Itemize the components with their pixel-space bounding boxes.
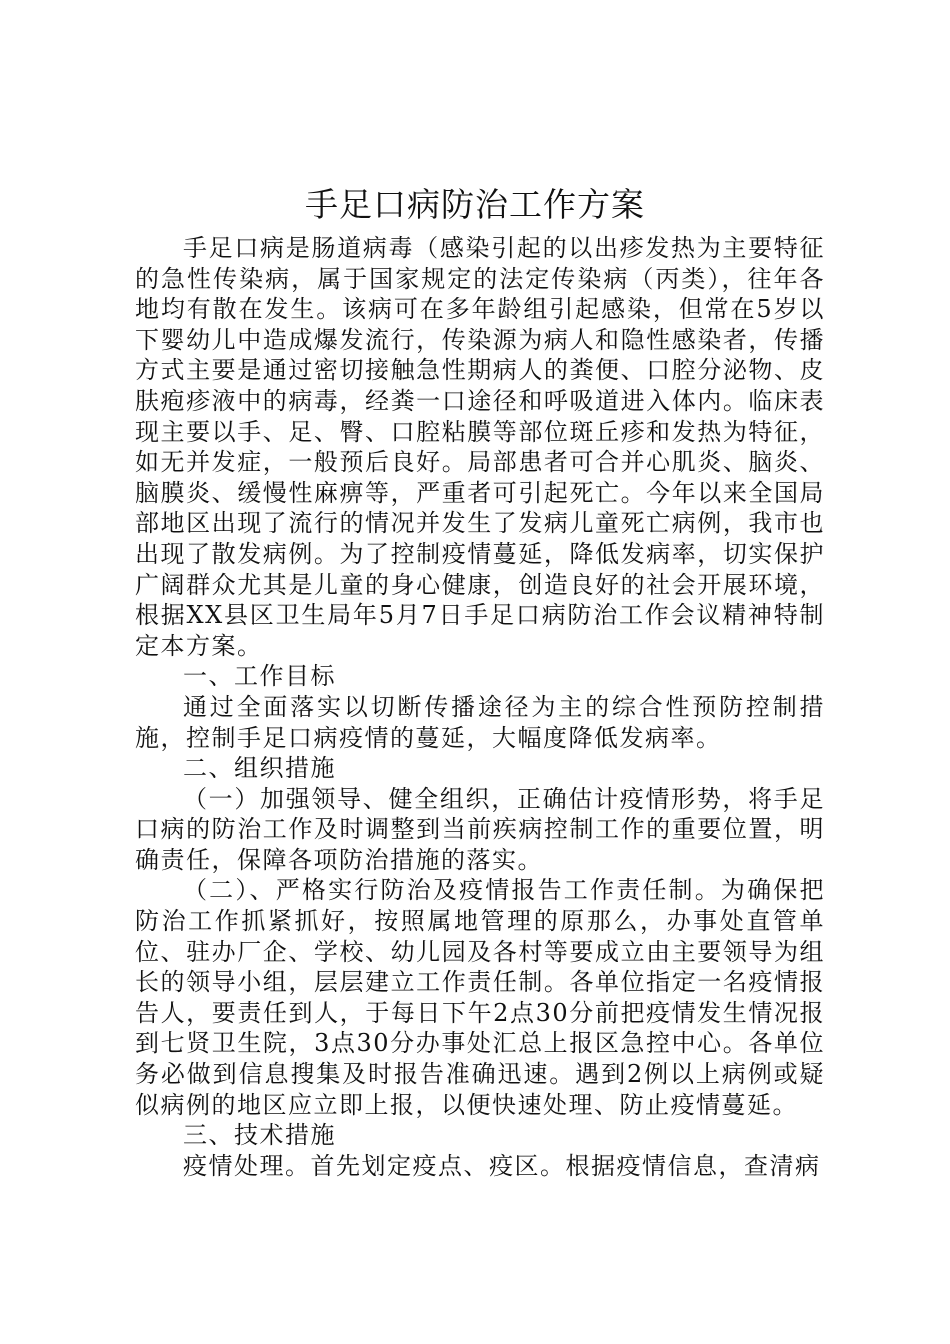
document-body [135,233,825,1181]
paragraph-technical: 疫情处理。首先划定疫点、疫区。根据疫情信息，查清病 [183,1151,821,1180]
section-heading-organization: 二、组织措施 [183,754,336,783]
paragraph-intro: 手足口病是肠道病毒（感染引起的以出疹发热为主要特征的急性传染病，属于国家规定的法定传染病（丙类），往年各地均有散在发生。该病可在多年龄组引起感染，但常在5岁以下婴幼儿中造成爆发流行，传染源为病人和隐性感染者，传播方式主要是通过密切接触急性期病人的粪便、口腔分泌物、皮肤疱疹液中的病毒，经粪一口途径和呼吸道进入体内。临床表现主要以手、足、臀、口腔粘膜等部位斑丘疹和发热为特征，如无并发症，一般预后良好。局部患者可合并心肌炎、脑炎、脑膜炎、缓慢性麻痹等，严重者可引起死亡。今年以来全国局部地区出现了流行的情况并发生了发病儿童死亡病例，我市也出现了散发病例。为了控制疫情蔓延，降低发病率，切实保护广阔群众尤其是儿童的身心健康，创造良好的社会开展环境，根据XX县区卫生局年5月7日手足口病防治工作会议精神特制定本方案。 [135,234,825,660]
section-heading-goals: 一、工作目标 [183,662,336,691]
section-heading-technical: 三、技术措施 [183,1121,336,1150]
paragraph-organization-2: （二）、严格实行防治及疫情报告工作责任制。为确保把防治工作抓紧抓好，按照属地管理的原那么，办事处直管单位、驻办厂企、学校、幼儿园及各村等要成立由主要领导为组长的领导小组，层层建立工作责任制。各单位指定一名疫情报告人，要责任到人，于每日下午2点30分前把疫情发生情况报到七贤卫生院，3点30分办事处汇总上报区急控中心。各单位务必做到信息搜集及时报告准确迅速。遇到2例以上病例或疑似病例的地区应立即上报，以便快速处理、防止疫情蔓延。 [135,876,825,1119]
document-title: 手足口病防治工作方案 [305,185,645,224]
paragraph-goals: 通过全面落实以切断传播途径为主的综合性预防控制措施，控制手足口病疫情的蔓延，大幅度降低发病率。 [135,692,825,752]
paragraph-organization-1: （一）加强领导、健全组织，正确估计疫情形势，将手足口病的防治工作及时调整到当前疾病控制工作的重要位置，明确责任，保障各项防治措施的落实。 [135,784,825,874]
